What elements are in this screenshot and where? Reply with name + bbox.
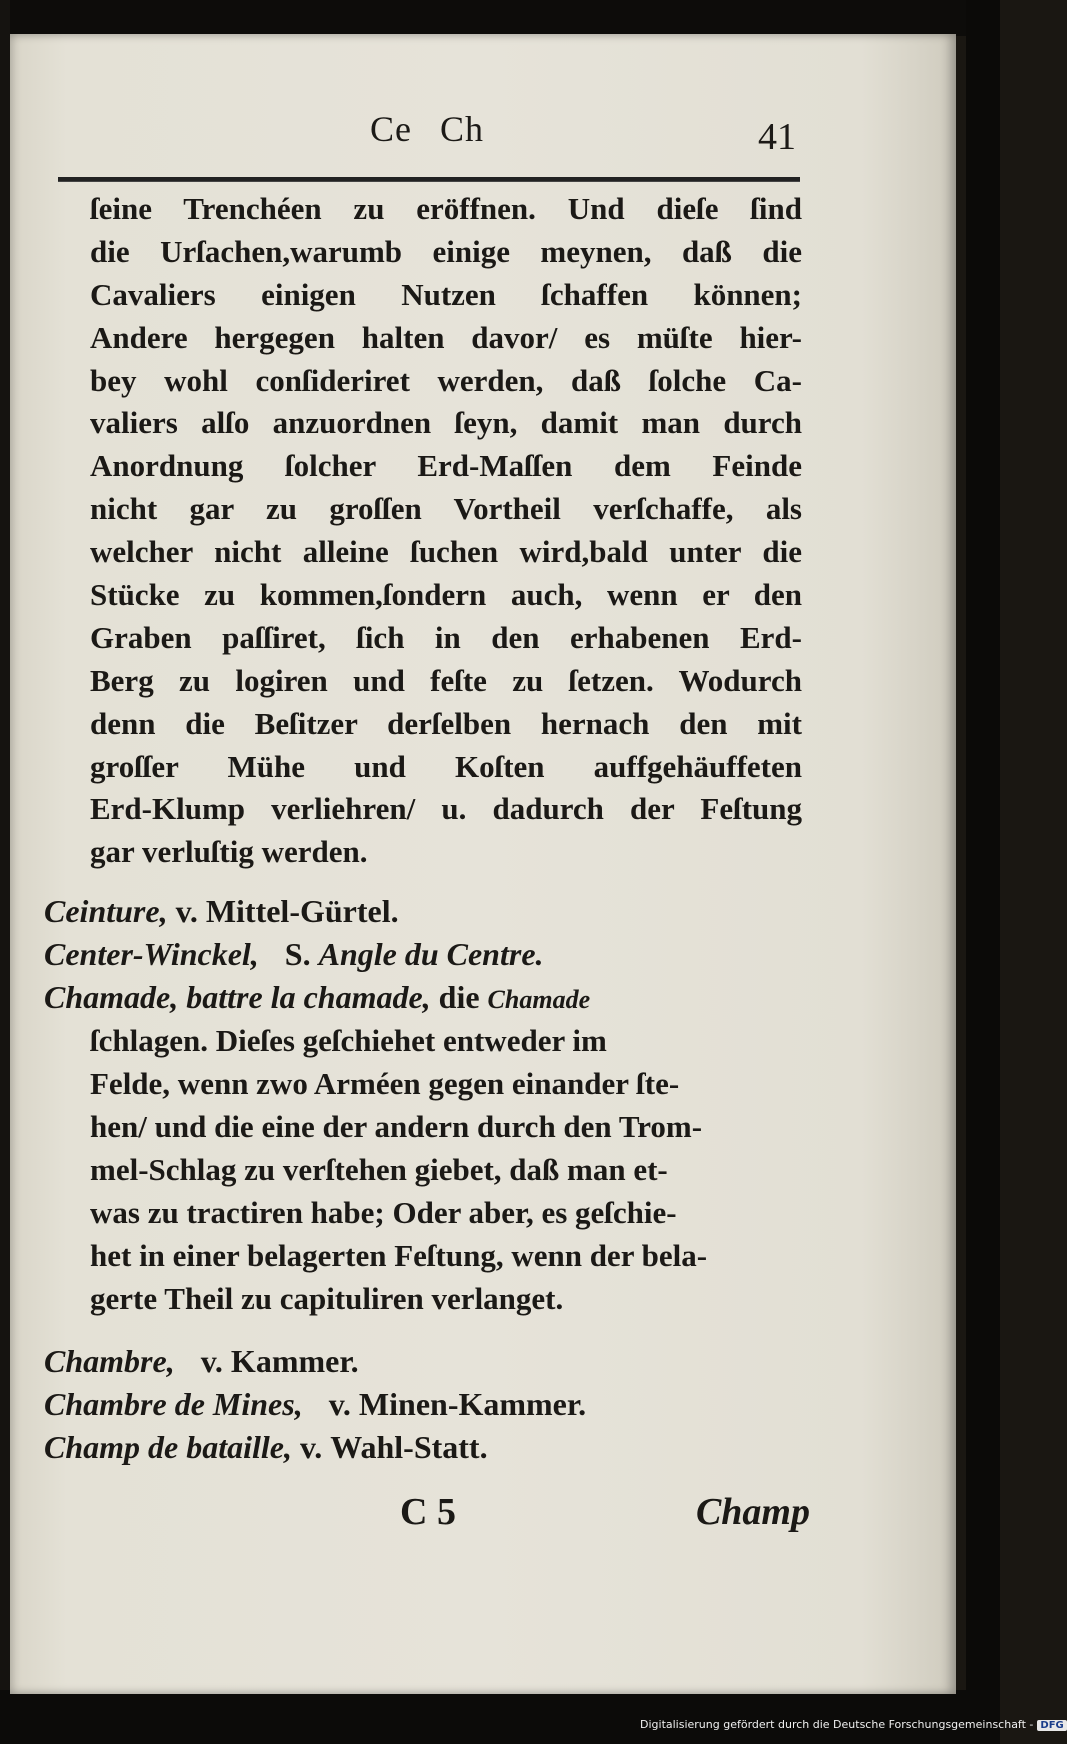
entry-reference: Mittel-Gürtel. xyxy=(205,893,399,929)
entry-center-winckel xyxy=(44,933,814,976)
text-line: Berg zu logiren und feſte zu ſetzen. Wodurch xyxy=(90,662,802,698)
text-line: denn die Beſitzer derſelben hernach den mit xyxy=(90,705,802,741)
scan-border-bottom xyxy=(0,1690,1000,1744)
text-line: gar verluſtig werden. xyxy=(90,834,368,870)
entry-term: Chamade, battre la chamade, xyxy=(44,979,431,1015)
text-line: Stücke zu kommen,ſondern auch, wenn er den xyxy=(90,577,802,613)
scan-border-top xyxy=(0,0,1000,36)
text-line: Graben paſſiret, ſich in den erhabenen Erd- xyxy=(90,619,802,655)
text-line: nicht gar zu groſſen Vortheil verſchaffe, als xyxy=(90,491,802,527)
dfg-logo: DFG xyxy=(1037,1720,1066,1731)
signature-mark: C 5 xyxy=(400,1491,456,1533)
entry-chamade-text: was zu tractiren habe; Oder aber, es geſchie- xyxy=(90,1195,677,1230)
entry-term: Chambre de Mines, xyxy=(44,1386,303,1422)
entry-chamade-text: mel-Schlag zu verſtehen giebet, daß man et- xyxy=(90,1152,668,1187)
continued-paragraph xyxy=(90,188,802,874)
entry-chamade-text: het in einer belagerten Feſtung, wenn der bela- xyxy=(90,1238,708,1273)
text-line: Andere hergegen halten davor/ es müſte hier- xyxy=(90,319,802,355)
entry-reference: Angle du Centre. xyxy=(318,936,544,972)
text-line: ſeine Trenchéen zu eröffnen. Und dieſe ſind xyxy=(90,191,802,226)
text-line: groſſer Mühe und Koſten auffgehäuffeten xyxy=(90,748,802,784)
entry-reference: Minen-Kammer. xyxy=(358,1386,587,1422)
text-line: Anordnung ſolcher Erd-Maſſen dem Feinde xyxy=(90,448,802,484)
running-head-right: Ch xyxy=(440,109,485,149)
page-number: 41 xyxy=(758,116,796,158)
catchword: Champ xyxy=(695,1491,810,1533)
text-line: Cavaliers einigen Nutzen ſchaffen können; xyxy=(90,276,802,312)
entry-chamade-text: ſchlagen. Dieſes geſchiehet entweder im xyxy=(90,1023,607,1058)
credit-text: Digitalisierung gefördert durch die Deutsche Forschungsgemeinschaft - xyxy=(640,1718,1034,1731)
running-head xyxy=(370,108,512,150)
entry-ref-prefix: v. xyxy=(300,1429,323,1465)
running-head-left: Ce xyxy=(370,109,412,149)
entry-reference: Wahl-Statt. xyxy=(330,1429,488,1465)
entry-chamade-text: Felde, wenn zwo Arméen gegen einander ſte- xyxy=(90,1066,680,1101)
entry-reference: Kammer. xyxy=(230,1343,359,1379)
scan-border-right xyxy=(966,0,1000,1744)
entry-term: Chambre, xyxy=(44,1343,175,1379)
digitization-credit xyxy=(640,1718,1067,1731)
entry-ceinture xyxy=(44,890,814,933)
text-line: Erd-Klump verliehren/ u. dadurch der Feſtung xyxy=(90,791,802,827)
entry-chamade-text: hen/ und die eine der andern durch den Trom- xyxy=(90,1109,703,1144)
text-line: bey wohl conſideriret werden, daß ſolche Ca- xyxy=(90,362,802,398)
scan-border-left xyxy=(0,0,10,1744)
entry-ref-prefix: v. xyxy=(200,1343,223,1379)
entry-text: die xyxy=(438,979,480,1015)
entry-ref-prefix: v. xyxy=(328,1386,351,1422)
text-line: valiers alſo anzuordnen ſeyn, damit man durch xyxy=(90,405,802,441)
entry-ref-prefix: S. xyxy=(284,936,311,972)
entry-term-inline: Chamade xyxy=(487,985,591,1014)
entry-term: Ceinture, xyxy=(44,893,168,929)
text-line: welcher nicht alleine ſuchen wird,bald unter die xyxy=(90,534,802,570)
entry-ref-prefix: v. xyxy=(175,893,198,929)
text-line: die Urſachen,warumb einige meynen, daß die xyxy=(90,233,802,269)
header-rule xyxy=(58,177,800,182)
entry-term: Center-Winckel, xyxy=(44,936,259,972)
entry-chambre-de-mines xyxy=(44,1383,814,1426)
entry-chambre xyxy=(44,1340,814,1383)
dictionary-entries-lower xyxy=(44,1340,814,1469)
entry-chamade-text: gerte Theil zu capituliren verlanget. xyxy=(90,1281,564,1316)
entry-champ-de-bataille xyxy=(44,1426,814,1469)
entry-chamade xyxy=(44,976,814,1019)
entry-term: Champ de bataille, xyxy=(44,1429,292,1465)
dictionary-entries xyxy=(44,890,814,1320)
